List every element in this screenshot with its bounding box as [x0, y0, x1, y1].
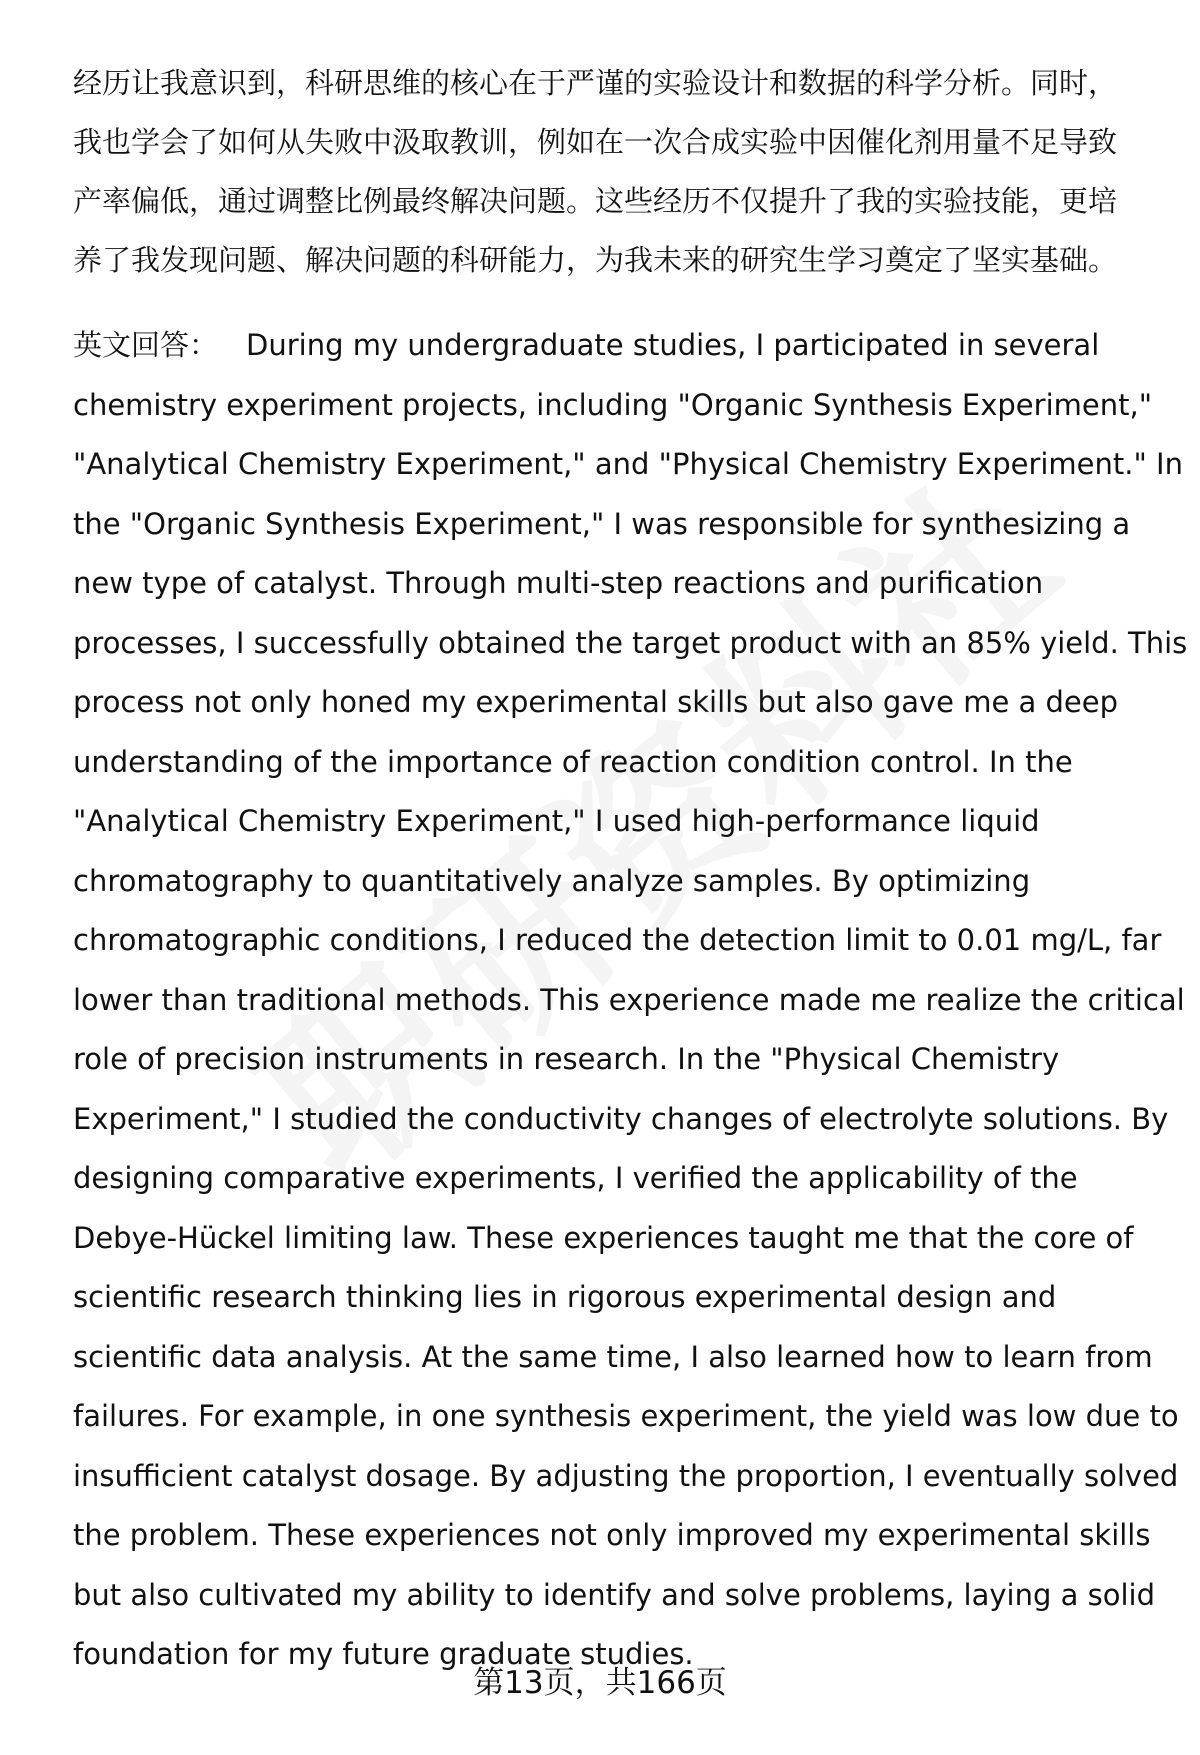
english-line: understanding of the importance of reaction condition control. In the — [73, 744, 1073, 779]
chinese-line: 产率偏低，通过调整比例最终解决问题。这些经历不仅提升了我的实验技能，更培 — [73, 184, 1118, 218]
chinese-paragraph — [73, 54, 1153, 290]
english-line: failures. For example, in one synthesis experiment, the yield was low due to — [73, 1399, 1179, 1433]
english-line: chemistry experiment projects, including "Organic Synthesis Experiment," — [73, 387, 1153, 422]
english-line: "Analytical Chemistry Experiment," I used high-performance liquid — [73, 804, 1040, 838]
english-line: process not only honed my experimental skills but also gave me a deep — [73, 685, 1119, 719]
english-line: scientific data analysis. At the same time, I also learned how to learn from — [73, 1339, 1153, 1374]
english-line: foundation for my future graduate studies. — [73, 1637, 694, 1671]
english-line-text: During my undergraduate studies, I participated in several — [246, 328, 1100, 362]
english-line: designing comparative experiments, I verified the applicability of the — [73, 1161, 1078, 1195]
english-line: the "Organic Synthesis Experiment," I was responsible for synthesizing a — [73, 506, 1131, 541]
english-line: "Analytical Chemistry Experiment," and "Physical Chemistry Experiment." In — [73, 447, 1183, 481]
page-number-footer: 第13页，共166页 — [473, 1665, 727, 1701]
english-line: the problem. These experiences not only improved my experimental skills — [73, 1518, 1151, 1552]
english-line: insufficient catalyst dosage. By adjusting the proportion, I eventually solved — [73, 1458, 1179, 1493]
english-line: role of precision instruments in research. In the "Physical Chemistry — [73, 1042, 1060, 1076]
chinese-line: 经历让我意识到，科研思维的核心在于严谨的实验设计和数据的科学分析。同时， — [73, 66, 1118, 100]
english-line: chromatographic conditions, I reduced the detection limit to 0.01 mg/L, far — [73, 923, 1162, 957]
english-answer-paragraph — [73, 316, 1188, 1685]
english-line: Experiment," I studied the conductivity changes of electrolyte solutions. By — [73, 1101, 1169, 1136]
english-line: Debye-Hückel limiting law. These experiences taught me that the core of — [73, 1220, 1134, 1255]
english-line: new type of catalyst. Through multi-step reactions and purification — [73, 566, 1044, 600]
english-line: lower than traditional methods. This experience made me realize the critical — [73, 982, 1185, 1017]
english-line: but also cultivated my ability to identify and solve problems, laying a solid — [73, 1577, 1155, 1612]
english-line: processes, I successfully obtained the target product with an 85% yield. This — [73, 625, 1188, 660]
chinese-line: 我也学会了如何从失败中汲取教训，例如在一次合成实验中因催化剂用量不足导致 — [73, 125, 1118, 159]
english-line — [73, 316, 1163, 376]
chinese-line: 养了我发现问题、解决问题的科研能力，为我未来的研究生学习奠定了坚实基础。 — [73, 243, 1118, 277]
english-answer-label: 英文回答： — [73, 328, 219, 362]
english-line: chromatography to quantitatively analyze samples. By optimizing — [73, 863, 1031, 898]
english-line: scientific research thinking lies in rigorous experimental design and — [73, 1280, 1057, 1314]
